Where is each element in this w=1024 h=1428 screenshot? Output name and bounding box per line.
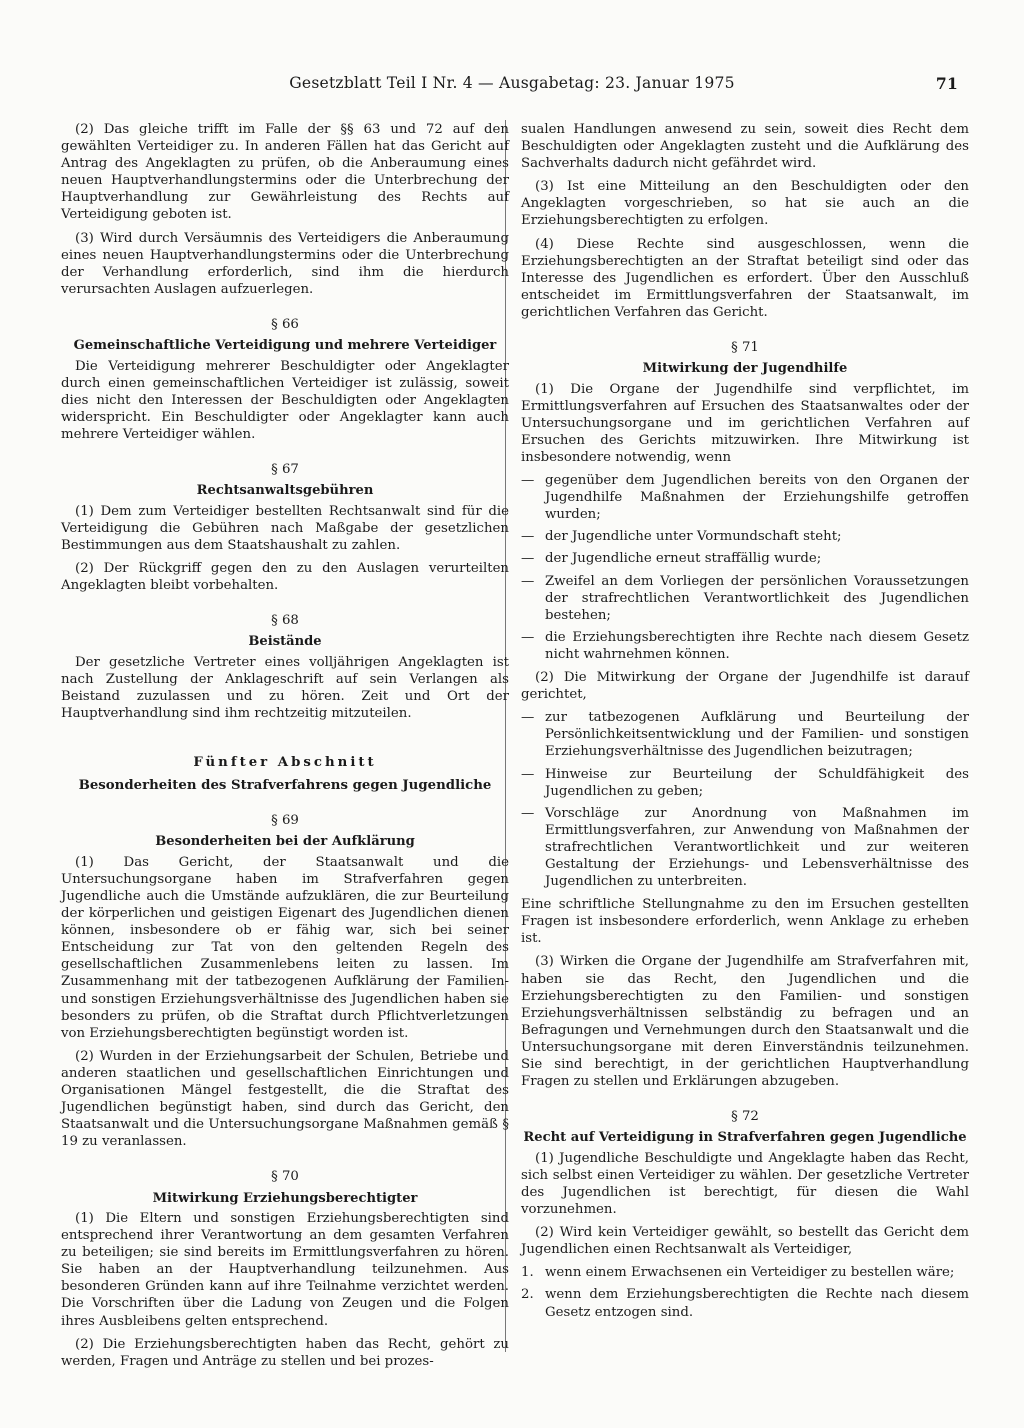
paragraph: (2) Die Mitwirkung der Organe der Jugendhilfe ist darauf gerichtet, bbox=[521, 670, 969, 703]
paragraph: (1) Die Eltern und sonstigen Erziehungsberechtigten sind entsprechend ihrer Verantwortung an dem gesamten Verfahren zu beteiligen; sie sind bereits im Ermittlungsverfahren zu hören. Sie haben an der Hauptverhandlung teilzunehmen. Aus besonderen Gründen kann auf ihre Teilnahme verzichtet werden. Die Vorschriften über die Ladung von Zeugen und die Folgen ihres Ausbleibens gelten entsprechend. bbox=[61, 1211, 509, 1329]
list-item: — der Jugendliche unter Vormundschaft steht; bbox=[521, 528, 969, 545]
paragraph: (2) Das gleiche trifft im Falle der §§ 63 und 72 auf den gewählten Verteidiger zu. In anderen Fällen hat das Gericht auf Antrag des Angeklagten zu prüfen, ob die Anberaumung eines neuen Hauptverhandlungstermins oder die Unterbrechung der Hauptverhandlung zur Gewährleistung des Rechts auf Verteidigung geboten ist. bbox=[61, 122, 509, 223]
chapter-title: Besonderheiten des Strafverfahrens gegen Jugendliche bbox=[78, 778, 492, 794]
list-item: — Zweifel an dem Vorliegen der persönlichen Voraussetzungen der strafrechtlichen Verantwortlichkeit des Jugendlichen bestehen; bbox=[521, 573, 969, 624]
section-title-68: Beistände bbox=[248, 634, 322, 650]
left-column bbox=[61, 121, 509, 1376]
section-mark-67: § 67 bbox=[271, 462, 299, 477]
right-column bbox=[521, 121, 969, 1326]
numbered-list bbox=[521, 1264, 969, 1320]
section-title-69: Besonderheiten bei der Aufklärung bbox=[155, 834, 415, 850]
page-number: 71 bbox=[935, 74, 958, 93]
section-mark-66: § 66 bbox=[271, 316, 299, 332]
paragraph: (4) Diese Rechte sind ausgeschlossen, wenn die Erziehungsberechtigten an der Straftat beteiligt sind oder das Interesse des Jugendlichen es erfordert. Über den Ausschluß entscheidet im Ermittlungsverfahren der Staatsanwalt, im gerichtlichen Verfahren das Gericht. bbox=[521, 236, 969, 320]
list-item: — gegenüber dem Jugendlichen bereits von den Organen der Jugendhilfe Maßnahmen der Erziehungshilfe getroffen wurden; bbox=[521, 472, 969, 523]
section-title-70: Mitwirkung Erziehungsberechtigter bbox=[152, 1190, 418, 1206]
paragraph: (1) Das Gericht, der Staatsanwalt und die Untersuchungsorgane haben im Strafverfahren gegen Jugendliche auch die Umstände aufzuklären, die zur Beurteilung der körperlichen und geistigen Eigenart des Jugendlichen dienen können, insbesondere ob er fähig war, sich bei seiner Entscheidung zur Tat von den geltenden Regeln des gesellschaftlichen Zusammenlebens leiten zu lassen. Im Zusammenhang mit der tatbezogenen Aufklärung der Familien- und sonstigen Erziehungsverhältnisse des Jugendlichen haben sie besonders zu prüfen, ob die Straftat durch Pflichtverletzungen von Erziehungsberechtigten begünstigt worden ist. bbox=[61, 854, 509, 1041]
section-mark-72: § 72 bbox=[731, 1109, 759, 1125]
page-header bbox=[60, 74, 964, 102]
dash-list bbox=[521, 472, 969, 663]
section-mark-68: § 68 bbox=[271, 613, 299, 629]
paragraph: (3) Wirken die Organe der Jugendhilfe am Strafverfahren mit, haben sie das Recht, den Jugendlichen und die Erziehungsberechtigten zu den Familien- und sonstigen Erziehungsverhältnissen selbständig zu befragen und an Befragungen und Vernehmungen durch den Staatsanwalt und die Untersuchungsorgane mit deren Einverständnis teilzunehmen. Sie sind berechtigt, in der gerichtlichen Hauptverhandlung Fragen zu stellen und Erklärungen abzugeben. bbox=[521, 954, 969, 1090]
paragraph: (2) Wird kein Verteidiger gewählt, so bestellt das Gericht dem Jugendlichen einen Rechtsanwalt als Verteidiger, bbox=[521, 1225, 969, 1258]
paragraph: (1) Die Organe der Jugendhilfe sind verpflichtet, im Ermittlungsverfahren auf Ersuchen des Staatsanwaltes oder der Untersuchungsorgane und im gerichtlichen Verfahren auf Ersuchen des Gerichts mitzuwirken. Ihre Mitwirkung ist insbesondere notwendig, wenn bbox=[521, 381, 969, 465]
header-title: Gesetzblatt Teil I Nr. 4 — Ausgabetag: 23. Januar 1975 bbox=[289, 74, 735, 92]
list-item: — die Erziehungsberechtigten ihre Rechte nach diesem Gesetz nicht wahrnehmen können. bbox=[521, 629, 969, 663]
section-title-67: Rechtsanwaltsgebühren bbox=[196, 483, 374, 499]
section-title-72: Recht auf Verteidigung in Strafverfahren gegen Jugendliche bbox=[523, 1130, 967, 1146]
list-item: — zur tatbezogenen Aufklärung und Beurteilung der Persönlichkeitsentwicklung und der Familien- und sonstigen Erziehungsverhältnisse des Jugendlichen beizutragen; bbox=[521, 709, 969, 760]
section-mark-69: § 69 bbox=[271, 813, 299, 829]
list-item: — Hinweise zur Beurteilung der Schuldfähigkeit des Jugendlichen zu geben; bbox=[521, 766, 969, 800]
section-mark-71: § 71 bbox=[731, 340, 759, 356]
paragraph: Die Verteidigung mehrerer Beschuldigter oder Angeklagter durch einen gemeinschaftlichen Verteidiger ist zulässig, soweit dies nicht den Interessen der Beschuldigten oder Angeklagten widerspricht. Ein Beschuldigter oder Angeklagter kann auch mehrere Verteidiger wählen. bbox=[61, 358, 509, 442]
paragraph: (1) Dem zum Verteidiger bestellten Rechtsanwalt sind für die Verteidigung die Gebühren nach Maßgabe der gesetzlichen Bestimmungen aus dem Staatshaushalt zu zahlen. bbox=[61, 503, 509, 553]
dash-list bbox=[521, 709, 969, 890]
chapter-heading: Fünfter Abschnitt bbox=[193, 755, 377, 771]
paragraph: (3) Ist eine Mitteilung an den Beschuldigten oder den Angeklagten vorgeschrieben, so hat sie auch an die Erziehungsberechtigten zu erfolgen. bbox=[521, 179, 969, 229]
paragraph: (1) Jugendliche Beschuldigte und Angeklagte haben das Recht, sich selbst einen Verteidiger zu wählen. Der gesetzliche Vertreter des Jugendlichen ist berechtigt, für diesen die Wahl vorzunehmen. bbox=[521, 1150, 969, 1218]
list-number: 2. bbox=[521, 1287, 534, 1303]
paragraph: (2) Die Erziehungsberechtigten haben das Recht, gehört zu werden, Fragen und Anträge zu stellen und bei prozes- bbox=[61, 1336, 509, 1369]
paragraph: (2) Der Rückgriff gegen den zu den Auslagen verurteilten Angeklagten bleibt vorbehalten. bbox=[61, 560, 509, 593]
list-item: — der Jugendliche erneut straffällig wurde; bbox=[521, 550, 969, 567]
list-item bbox=[521, 1264, 969, 1281]
paragraph: (2) Wurden in der Erziehungsarbeit der Schulen, Betriebe und anderen staatlichen und gesellschaftlichen Einrichtungen und Organisationen Mängel festgestellt, die die Straftat des Jugendlichen begünstigt haben, sind durch das Gericht, den Staatsanwalt und die Untersuchungsorgane Maßnahmen gemäß § 19 zu veranlassen. bbox=[61, 1048, 509, 1150]
list-item: — Vorschläge zur Anordnung von Maßnahmen im Ermittlungsverfahren, zur Anwendung von Maßnahmen der strafrechtlichen Verantwortlichkeit und zur weiteren Gestaltung der Erziehungs- und Lebensverhältnisse des Jugendlichen zu unterbreiten. bbox=[521, 805, 969, 890]
section-mark-70: § 70 bbox=[271, 1169, 299, 1185]
paragraph: Eine schriftliche Stellungnahme zu den im Ersuchen gestellten Fragen ist insbesondere erforderlich, wenn Anklage zu erheben ist. bbox=[521, 897, 969, 947]
paragraph: (3) Wird durch Versäumnis des Verteidigers die Anberaumung eines neuen Hauptverhandlungstermins oder die Unterbrechung der Verhandlung erforderlich, sind ihm die hierdurch verursachten Auslagen aufzuerlegen. bbox=[61, 230, 509, 297]
paragraph: Der gesetzliche Vertreter eines volljährigen Angeklagten ist nach Zustellung der Anklageschrift auf sein Verlangen als Beistand zuzulassen und zu hören. Zeit und Ort der Hauptverhandlung sind ihm rechtzeitig mitzuteilen. bbox=[61, 654, 509, 721]
section-title-71: Mitwirkung der Jugendhilfe bbox=[642, 361, 848, 377]
list-number: 1. bbox=[521, 1265, 534, 1281]
section-title-66: Gemeinschaftliche Verteidigung und mehrere Verteidiger bbox=[73, 338, 497, 354]
list-item-text: wenn einem Erwachsenen ein Verteidiger zu bestellen wäre; bbox=[545, 1265, 955, 1281]
paragraph: sualen Handlungen anwesend zu sein, soweit dies Recht dem Beschuldigten oder Angeklagten zusteht und die Aufklärung des Sachverhalts dadurch nicht gefährdet wird. bbox=[521, 122, 969, 172]
list-item-text: wenn dem Erziehungsberechtigten die Rechte nach diesem Gesetz entzogen sind. bbox=[545, 1287, 969, 1320]
list-item bbox=[521, 1286, 969, 1320]
